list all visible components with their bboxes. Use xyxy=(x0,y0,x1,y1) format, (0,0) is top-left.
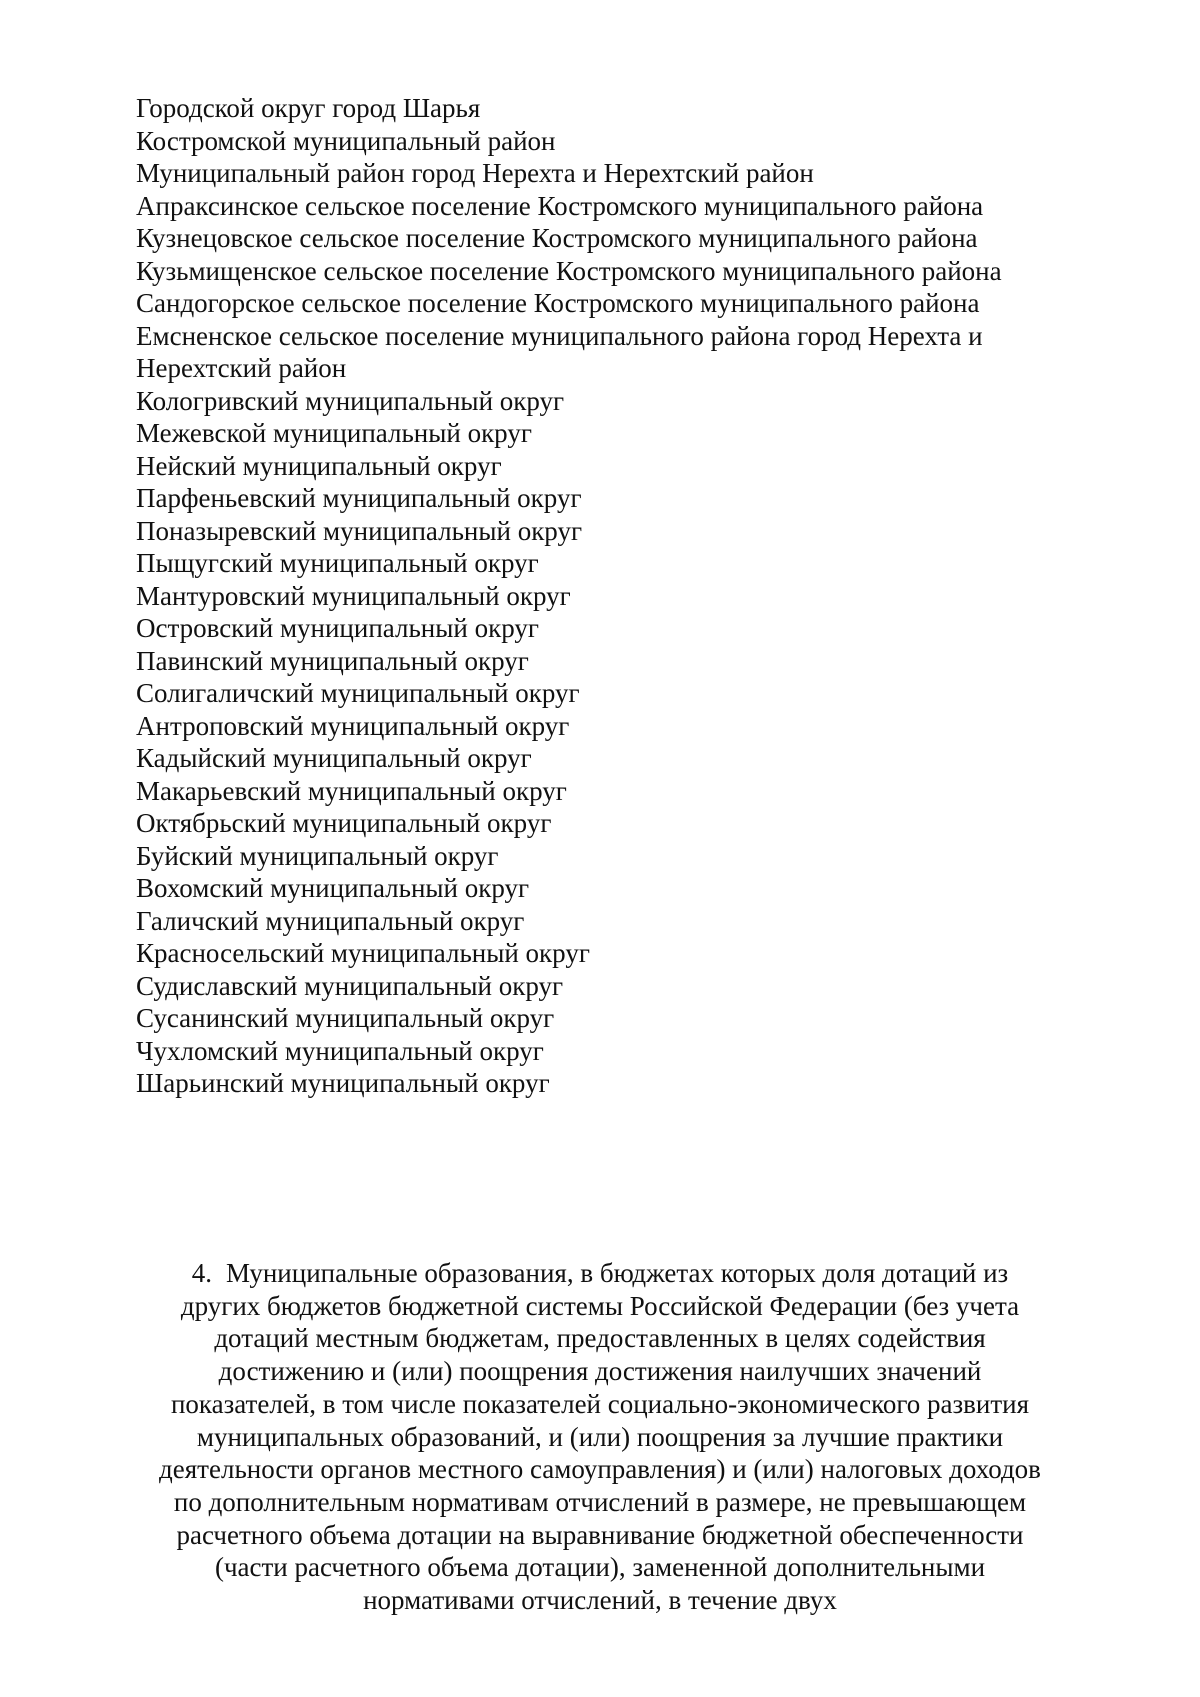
list-item: Красносельский муниципальный округ xyxy=(136,938,590,968)
list-item: Емсненское сельское поселение муниципального района город Нерехта и Нерехтский район xyxy=(136,320,983,383)
list-item: Кузьмищенское сельское поселение Костромского муниципального района xyxy=(136,255,1002,286)
list-item: Городской округ город Шарья xyxy=(136,93,481,123)
list-item: Чухломский муниципальный округ xyxy=(136,1035,544,1066)
list-item: Кологривский муниципальный округ xyxy=(136,385,565,416)
list-item: Галичский муниципальный округ xyxy=(136,905,525,936)
municipality-list xyxy=(136,92,1096,1100)
list-item: Макарьевский муниципальный округ xyxy=(136,775,567,806)
list-item: Шарьинский муниципальный округ xyxy=(136,1068,550,1098)
list-item: Парфеньевский муниципальный округ xyxy=(136,483,582,513)
list-item: Костромской муниципальный район xyxy=(136,125,556,156)
section-text: Муниципальные образования, в бюджетах которых доля дотаций из других бюджетов бюджетной системы Российской Федерации (без учета дотаций местным бюджетам, предоставленных в целях содействия достижению и (или) поощрения достижения наилучших значений показателей, в том числе показателей социально-экономического развития муниципальных образований, и (или) поощрения за лучшие практики деятельности органов местного самоуправления) и (или) налоговых доходов по дополнительным нормативам отчислений в размере, не превышающем расчетного объема дотации на выравнивание бюджетной обеспеченности (части расчетного объема дотации), замененной дополнительными нормативами отчислений, в течение двух xyxy=(159,1258,1041,1616)
section-4-paragraph xyxy=(150,1257,1050,1617)
list-item: Мантуровский муниципальный округ xyxy=(136,580,571,611)
list-item: Муниципальный район город Нерехта и Нерехтский район xyxy=(136,158,814,188)
list-item: Сандогорское сельское поселение Костромского муниципального района xyxy=(136,288,980,318)
section-number: 4. xyxy=(191,1258,213,1288)
list-item: Вохомский муниципальный округ xyxy=(136,873,530,903)
list-item: Нейский муниципальный округ xyxy=(136,450,502,481)
list-item: Буйский муниципальный округ xyxy=(136,840,499,871)
list-item: Солигаличский муниципальный округ xyxy=(136,678,580,708)
list-item: Кузнецовское сельское поселение Костромского муниципального района xyxy=(136,223,978,253)
list-item: Сусанинский муниципальный округ xyxy=(136,1003,555,1033)
list-item: Антроповский муниципальный округ xyxy=(136,710,570,741)
list-item: Островский муниципальный округ xyxy=(136,613,539,643)
list-item: Апраксинское сельское поселение Костромского муниципального района xyxy=(136,190,984,221)
list-item: Поназыревский муниципальный округ xyxy=(136,515,583,546)
list-item: Октябрьский муниципальный округ xyxy=(136,808,552,838)
list-item: Пыщугский муниципальный округ xyxy=(136,548,539,578)
list-item: Межевской муниципальный округ xyxy=(136,418,532,448)
list-item: Кадыйский муниципальный округ xyxy=(136,743,532,773)
list-item: Судиславский муниципальный округ xyxy=(136,970,564,1001)
list-item: Павинский муниципальный округ xyxy=(136,645,529,676)
